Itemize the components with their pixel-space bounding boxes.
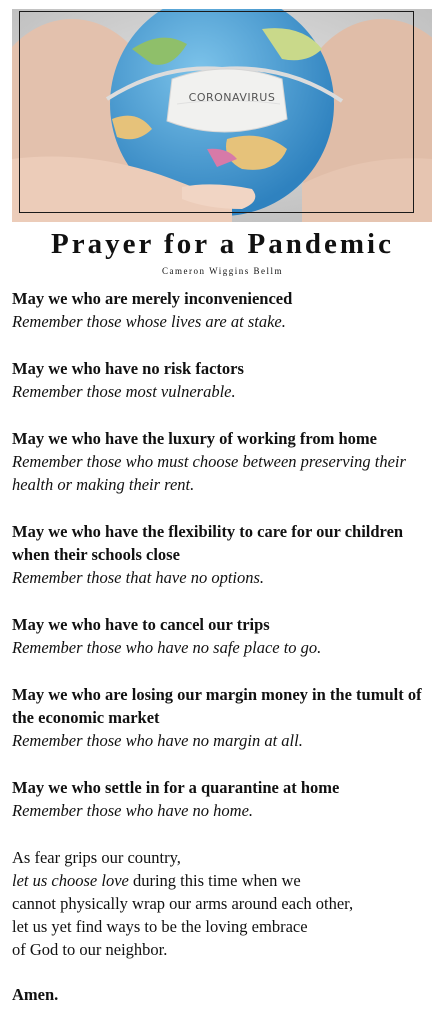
stanza <box>12 613 437 659</box>
amen: Amen. <box>12 985 59 1004</box>
stanza-bold-line: May we who are merely inconvenienced <box>12 289 293 308</box>
stanza-italic-line: Remember those who have no safe place to go. <box>12 638 322 657</box>
stanza-italic-line: Remember those that have no options. <box>12 568 265 587</box>
stanza-bold-line: May we who settle in for a quarantine at home <box>12 778 340 797</box>
stanza-italic-line: Remember those whose lives are at stake. <box>12 312 286 331</box>
mask-label: CORONAVIRUS <box>188 91 276 104</box>
stanza-bold-line: May we who have to cancel our trips <box>12 615 270 634</box>
closing-emphasis: let us choose love <box>12 871 129 890</box>
closing-line-rest: during this time when we <box>128 871 301 890</box>
stanza-italic-line: Remember those who have no home. <box>12 801 254 820</box>
stanza-bold-line: May we who are losing our margin money in the tumult of the economic market <box>12 685 422 727</box>
stanza <box>12 520 437 589</box>
closing-line: cannot physically wrap our arms around each other, <box>12 894 354 913</box>
stanza <box>12 287 437 333</box>
closing-paragraph <box>12 846 437 961</box>
author-name: Cameron Wiggins Bellm <box>162 266 283 276</box>
stanza-bold-line: May we who have no risk factors <box>12 359 244 378</box>
closing-line: of God to our neighbor. <box>12 940 168 959</box>
stanza <box>12 683 437 752</box>
closing-line <box>12 869 437 892</box>
closing-line: let us yet find ways to be the loving embrace <box>12 917 308 936</box>
photo-frame <box>19 11 414 213</box>
closing-line: As fear grips our country, <box>12 848 181 867</box>
stanza <box>12 357 437 403</box>
page-title: Prayer for a Pandemic <box>51 228 394 260</box>
stanza <box>12 776 437 822</box>
stanza <box>12 427 437 496</box>
prayer-body <box>12 287 437 1005</box>
stanza-bold-line: May we who have the luxury of working from home <box>12 429 377 448</box>
stanza-bold-line: May we who have the flexibility to care for our children when their schools close <box>12 522 404 564</box>
stanza-italic-line: Remember those who have no margin at all. <box>12 731 303 750</box>
stanza-italic-line: Remember those most vulnerable. <box>12 382 236 401</box>
stanza-italic-line: Remember those who must choose between preserving their health or making their rent. <box>12 452 406 494</box>
